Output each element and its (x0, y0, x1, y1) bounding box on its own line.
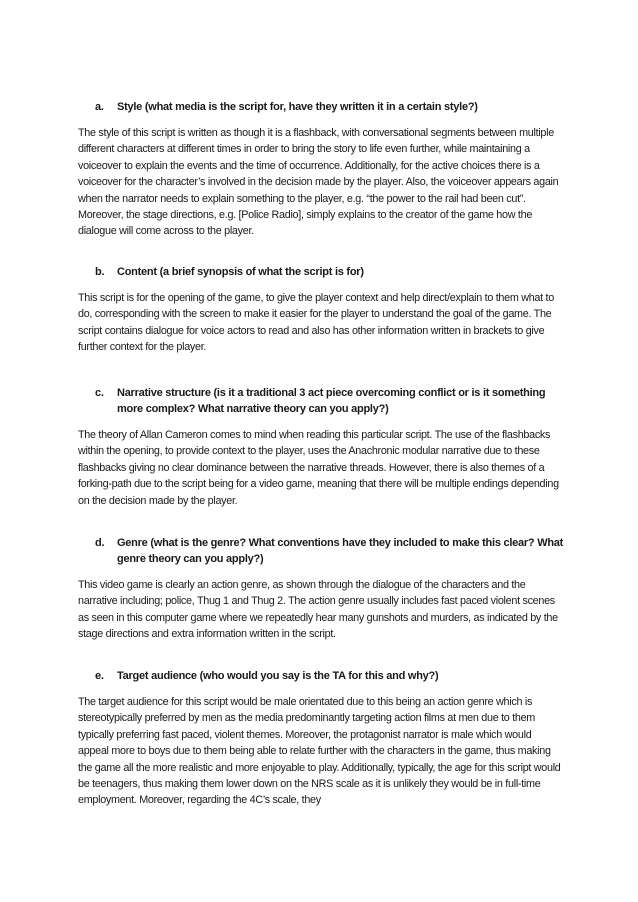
section-genre (78, 535, 564, 643)
section-heading-text: Content (a brief synopsis of what the script is for) (117, 266, 364, 278)
section-heading (78, 668, 564, 684)
section-style (78, 99, 564, 240)
section-letter: a. (95, 101, 104, 113)
section-paragraph: This script is for the opening of the game, to give the player context and help direct/explain to them what to do, corresponding with the screen to make it easier for the player to understand the goal of the game. The script contains dialogue for voice actors to read and also has other information written in brackets to give further context for the player. (78, 292, 554, 354)
section-heading-text: Style (what media is the script for, have they written it in a certain style?) (117, 101, 478, 113)
section-heading (78, 385, 564, 417)
section-letter: c. (95, 387, 104, 399)
section-content (78, 264, 564, 356)
section-heading-text: Target audience (who would you say is the TA for this and why?) (117, 670, 439, 682)
section-paragraph: The target audience for this script would be male orientated due to this being an action genre which is stereotypically preferred by men as the media predominantly targeting action films at men due to them typically preferring fast paced, violent themes. Moreover, the protagonist narrator is male which would appeal more to boys due to them being able to relate further with the characters in the game, thus making the game all the more realistic and more enjoyable to play. Additionally, typically, the age for this script would be teenagers, thus making them lower down on the NRS scale as it is unlikely they would be in full-time employment. Moreover, regarding the 4C’s scale, they (78, 696, 561, 807)
section-paragraph: This video game is clearly an action genre, as shown through the dialogue of the characters and the narrative including; police, Thug 1 and Thug 2. The action genre usually includes fast paced violent scenes as seen in this computer game where we repeatedly hear many gunshots and murders, as indicated by the stage directions and extra information written in the script. (78, 579, 558, 641)
section-heading-text: Genre (what is the genre? What conventions have they included to make this clear? What genre theory can you apply?) (117, 537, 564, 565)
section-paragraph: The style of this script is written as though it is a flashback, with conversational segments between multiple different characters at different times in order to bring the story to life even further, while maintaining a voiceover to explain the events and the time of occurrence. Additionally, for the active choices there is a voiceover for the character’s involved in the decision made by the player. Also, the voiceover appears again when the narrator needs to explain something to the player, e.g. “the power to the rail had been cut”. Moreover, the stage directions, e.g. [Police Radio], simply explains to the creator of the game how the dialogue will come across to the player. (78, 127, 559, 238)
section-heading-text: Narrative structure (is it a traditional 3 act piece overcoming conflict or is it something more complex? What narrative theory can you apply?) (117, 387, 546, 415)
section-heading (78, 535, 564, 567)
section-target-audience (78, 668, 564, 809)
section-paragraph: The theory of Allan Cameron comes to mind when reading this particular script. The use of the flashbacks within the opening, to provide context to the player, uses the Anachronic modular narrative due to these flashbacks giving no clear dominance between the narrative threads. However, there is also themes of a forking-path due to the script being for a video game, meaning that there will be multiple endings depending on the decision made by the player. (78, 429, 559, 507)
section-letter: b. (95, 266, 105, 278)
section-narrative-structure (78, 385, 564, 509)
section-letter: e. (95, 670, 104, 682)
section-letter: d. (95, 537, 105, 549)
section-heading (78, 99, 564, 115)
section-heading (78, 264, 564, 280)
